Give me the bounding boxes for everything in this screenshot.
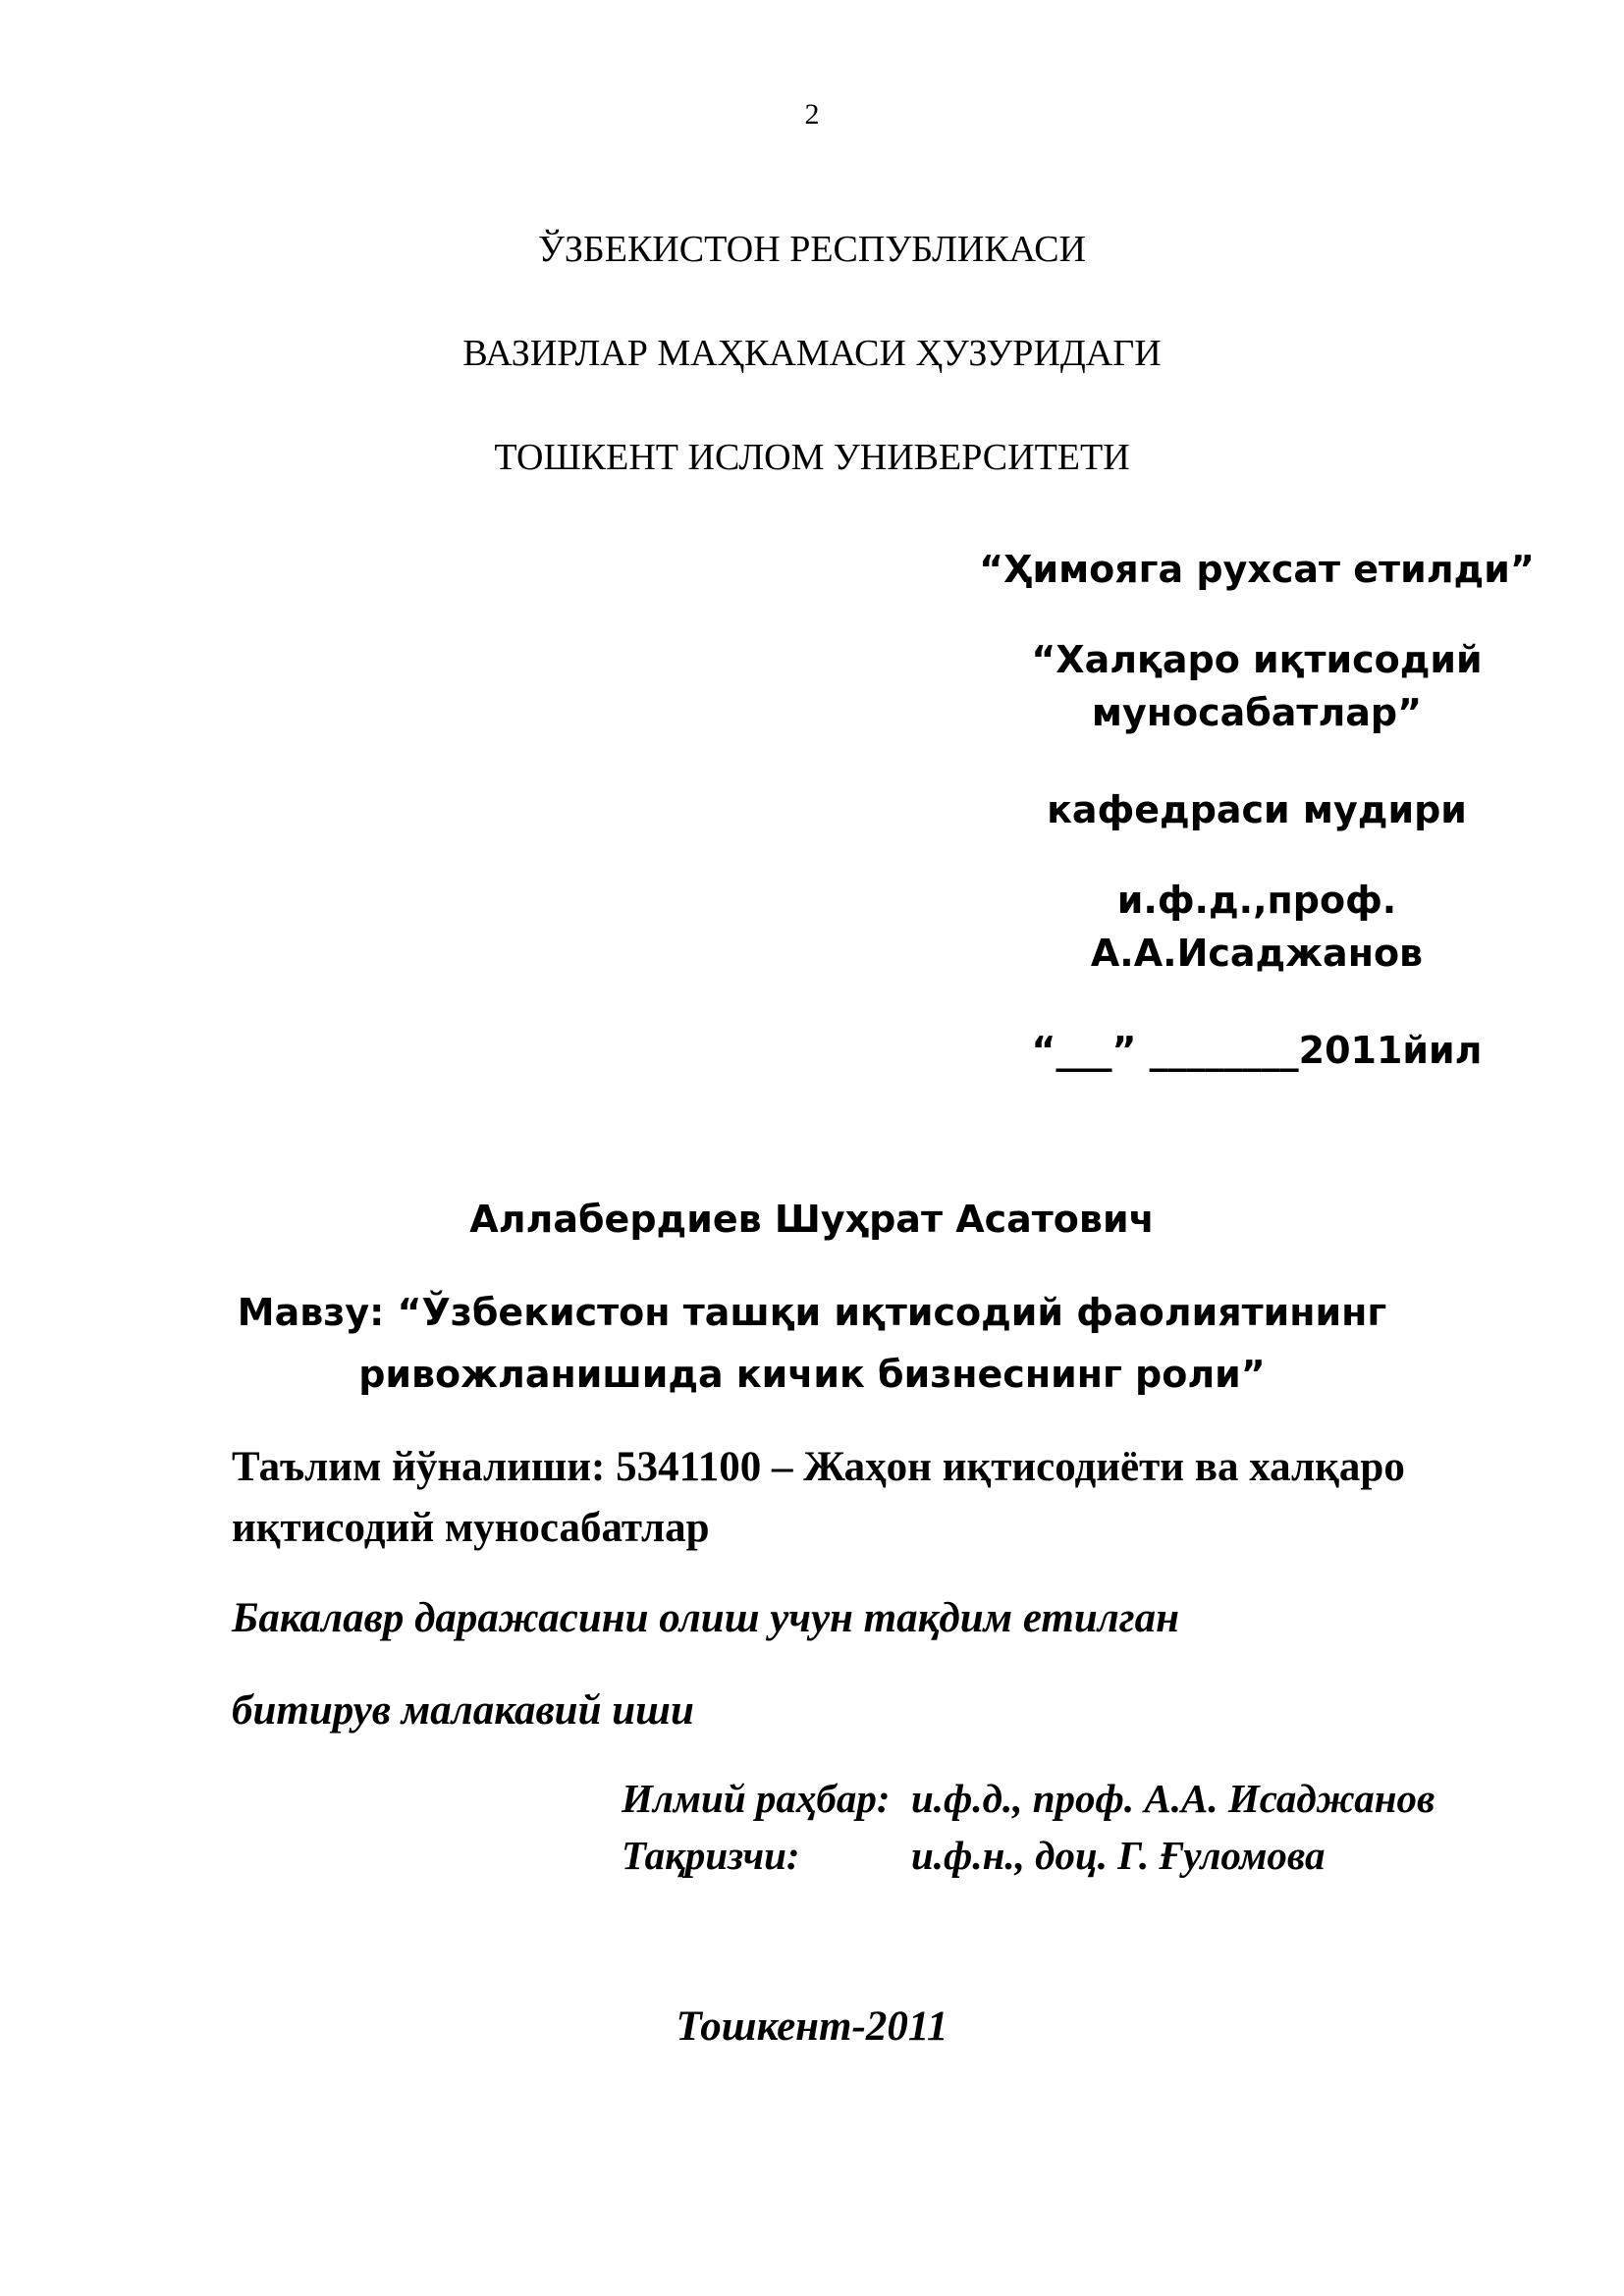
approval-department-line-2: муносабатлар” — [1091, 691, 1423, 734]
approval-department-line-1: “Халқаро иқтисодий — [1031, 638, 1483, 681]
work-purpose-line-2: битирув малакавий иши — [232, 1687, 694, 1734]
reviewer-value: и.ф.н., доц. Г. Ғуломова — [911, 1833, 1326, 1878]
reviewer-label: Тақризчи: — [622, 1833, 800, 1878]
institution-country: ЎЗБЕКИСТОН РЕСПУБЛИКАСИ — [537, 229, 1086, 270]
approval-degree: и.ф.д.,проф. — [1116, 879, 1397, 922]
topic-line-1: Мавзу: “Ўзбекистон ташқи иқтисодий фаолиятининг — [237, 1291, 1387, 1334]
institution-cabinet: ВАЗИРЛАР МАҲКАМАСИ ҲУЗУРИДАГИ — [462, 333, 1162, 374]
page-number: 2 — [804, 98, 820, 131]
approval-title: “Ҳимояга рухсат етилди” — [979, 548, 1535, 591]
institution-university: ТОШКЕНТ ИСЛОМ УНИВЕРСИТЕТИ — [494, 437, 1130, 478]
supervisor-value: и.ф.д., проф. А.А. Исаджанов — [911, 1776, 1435, 1821]
approval-name: А.А.Исаджанов — [1090, 932, 1424, 975]
approval-role: кафедраси мудири — [1047, 788, 1467, 831]
approval-date: “___” ________2011йил — [1031, 1029, 1483, 1072]
study-direction-line-1: Таълим йўналиши: 5341100 – Жаҳон иқтисодиёти ва халқаро — [232, 1444, 1405, 1490]
topic-line-2: ривожланишида кичик бизнеснинг роли” — [358, 1353, 1266, 1396]
supervisor-label: Илмий раҳбар: — [622, 1776, 891, 1821]
work-purpose-line-1: Бакалавр даражасини олиш учун тақдим етилган — [232, 1595, 1180, 1641]
city-year: Тошкент-2011 — [676, 2003, 948, 2050]
author-name: Аллабердиев Шуҳрат Асатович — [469, 1198, 1155, 1241]
study-direction-line-2: иқтисодий муносабатлар — [232, 1505, 710, 1551]
